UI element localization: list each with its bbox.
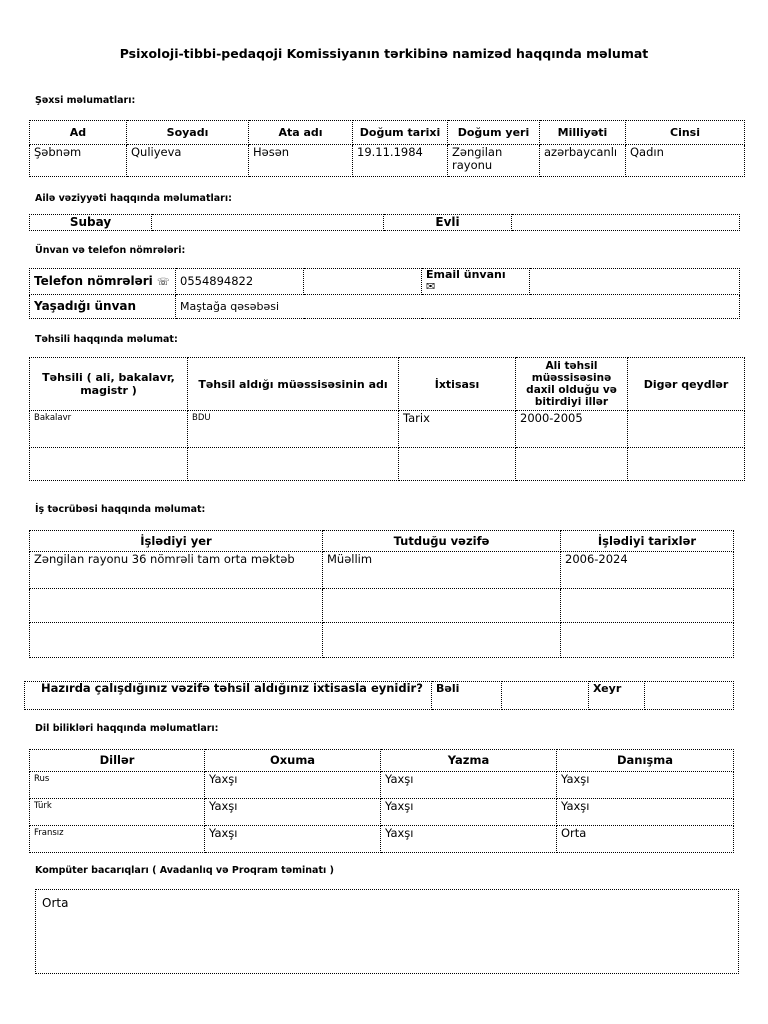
value-milliyeti[interactable]: azərbaycanlı (540, 145, 626, 177)
no-label: Xeyr (589, 682, 645, 710)
contact-table (29, 268, 740, 319)
yes-checkbox[interactable] (502, 682, 589, 710)
edu-row-2-specialty[interactable] (399, 448, 516, 481)
email-label: Email ünvanı (426, 268, 506, 281)
yes-label: Bəli (432, 682, 502, 710)
header-dogum-yeri: Doğum yeri (448, 121, 540, 145)
question-text: Hazırda çalışdığınız vəzifə təhsil aldığınız ixtisasla eynidir? (25, 682, 432, 710)
header-dogum-tarixi: Doğum tarixi (353, 121, 448, 145)
lang-header-reading: Oxuma (205, 750, 381, 772)
edu-row-2-years[interactable] (516, 448, 628, 481)
education-section-label: Təhsili haqqında məlumat: (35, 334, 178, 345)
phone-icon: ☏ (157, 276, 170, 288)
edu-header-institution: Təhsil aldığı müəssisəsinin adı (188, 358, 399, 411)
languages-section-label: Dil bilikləri haqqında məlumatları: (35, 723, 219, 734)
no-checkbox[interactable] (645, 682, 734, 710)
lang-row-1-reading[interactable]: Yaxşı (205, 772, 381, 799)
work-row-3-place[interactable] (30, 623, 323, 658)
lang-row-1-language[interactable]: Rus (30, 772, 205, 799)
value-ata-adi[interactable]: Həsən (249, 145, 353, 177)
work-row-2-position[interactable] (323, 589, 561, 623)
work-row-3-dates[interactable] (561, 623, 734, 658)
lang-row-3-reading[interactable]: Yaxşı (205, 826, 381, 853)
family-table (29, 214, 740, 231)
header-soyadi: Soyadı (127, 121, 249, 145)
work-row-2-place[interactable] (30, 589, 323, 623)
edu-header-notes: Digər qeydlər (628, 358, 745, 411)
phone-extra-value[interactable] (304, 269, 422, 295)
contact-section-label: Ünvan və telefon nömrələri: (35, 245, 186, 256)
value-cinsi[interactable]: Qadın (626, 145, 745, 177)
value-dogum-yeri[interactable]: Zəngilan rayonu (448, 145, 540, 177)
lang-row-2-reading[interactable]: Yaxşı (205, 799, 381, 826)
email-label-cell (422, 269, 530, 295)
edu-row-1-notes[interactable] (628, 411, 745, 448)
header-milliyeti: Milliyəti (540, 121, 626, 145)
specialty-question-table (24, 681, 734, 710)
value-ad[interactable]: Şəbnəm (30, 145, 127, 177)
edu-row-2-institution[interactable] (188, 448, 399, 481)
edu-header-level: Təhsili ( ali, bakalavr, magistr ) (30, 358, 188, 411)
envelope-icon: ✉ (426, 280, 436, 293)
edu-row-1-years[interactable]: 2000-2005 (516, 411, 628, 448)
phone-label-cell (30, 269, 176, 295)
married-label: Evli (384, 215, 512, 231)
single-label: Subay (30, 215, 152, 231)
work-row-1-position[interactable]: Müəllim (323, 552, 561, 589)
address-value[interactable]: Maştağa qəsəbəsi (176, 295, 740, 319)
work-row-1-place[interactable]: Zəngilan rayonu 36 nömrəli tam orta məktəb (30, 552, 323, 589)
work-header-place: İşlədiyi yer (30, 531, 323, 552)
header-ad: Ad (30, 121, 127, 145)
email-value[interactable] (530, 269, 740, 295)
languages-table (29, 749, 734, 853)
work-section-label: İş təcrübəsi haqqında məlumat: (35, 504, 206, 515)
married-value[interactable] (512, 215, 740, 231)
lang-row-3-writing[interactable]: Yaxşı (381, 826, 557, 853)
work-header-position: Tutduğu vəzifə (323, 531, 561, 552)
single-value[interactable] (152, 215, 384, 231)
lang-row-3-language[interactable]: Fransız (30, 826, 205, 853)
header-ata-adi: Ata adı (249, 121, 353, 145)
edu-row-1-specialty[interactable]: Tarix (399, 411, 516, 448)
edu-row-2-level[interactable] (30, 448, 188, 481)
value-soyadi[interactable]: Quliyeva (127, 145, 249, 177)
personal-table (29, 120, 745, 177)
document-title: Psixoloji-tibbi-pedaqoji Komissiyanın tərkibinə namizəd haqqında məlumat (119, 46, 649, 61)
work-row-1-dates[interactable]: 2006-2024 (561, 552, 734, 589)
lang-header-writing: Yazma (381, 750, 557, 772)
lang-row-2-language[interactable]: Türk (30, 799, 205, 826)
phone-value[interactable]: 0554894822 (176, 269, 304, 295)
computer-skills-field[interactable]: Orta (35, 889, 739, 974)
education-table (29, 357, 745, 481)
lang-row-3-speaking[interactable]: Orta (557, 826, 734, 853)
family-section-label: Ailə vəziyyəti haqqında məlumatları: (35, 193, 232, 204)
work-header-dates: İşlədiyi tarixlər (561, 531, 734, 552)
lang-row-2-speaking[interactable]: Yaxşı (557, 799, 734, 826)
edu-row-1-institution[interactable]: BDU (188, 411, 399, 448)
edu-row-2-notes[interactable] (628, 448, 745, 481)
lang-header-speaking: Danışma (557, 750, 734, 772)
edu-header-years: Ali təhsil müəssisəsinə daxil olduğu və bitirdiyi illər (516, 358, 628, 411)
lang-row-1-writing[interactable]: Yaxşı (381, 772, 557, 799)
personal-section-label: Şəxsi məlumatları: (35, 95, 136, 106)
computer-section-label: Kompüter bacarıqları ( Avadanlıq və Proqram təminatı ) (35, 865, 334, 876)
lang-row-2-writing[interactable]: Yaxşı (381, 799, 557, 826)
work-row-3-position[interactable] (323, 623, 561, 658)
work-row-2-dates[interactable] (561, 589, 734, 623)
edu-row-1-level[interactable]: Bakalavr (30, 411, 188, 448)
edu-header-specialty: İxtisası (399, 358, 516, 411)
lang-row-1-speaking[interactable]: Yaxşı (557, 772, 734, 799)
phone-label: Telefon nömrələri (34, 273, 153, 288)
work-table (29, 530, 734, 658)
header-cinsi: Cinsi (626, 121, 745, 145)
address-label: Yaşadığı ünvan (30, 295, 176, 319)
lang-header-language: Dillər (30, 750, 205, 772)
value-dogum-tarixi[interactable]: 19.11.1984 (353, 145, 448, 177)
